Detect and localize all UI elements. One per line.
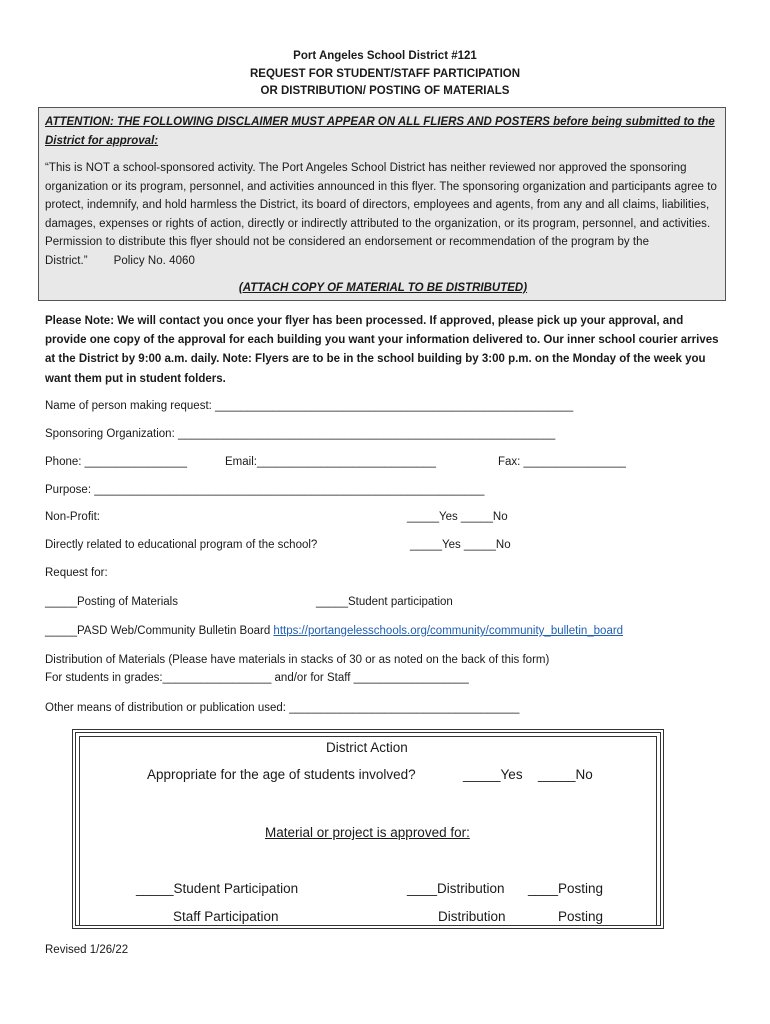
approve-student-participation[interactable]: _____Student Participation — [136, 881, 299, 896]
form-subtitle: OR DISTRIBUTION/ POSTING OF MATERIALS — [260, 85, 510, 97]
district-action-box — [72, 729, 664, 929]
staff-posting-label: Posting — [558, 909, 604, 924]
age-yes-option[interactable]: _____Yes — [463, 767, 523, 782]
educational-options[interactable]: _____Yes _____No — [410, 539, 511, 551]
staff-distribution-label: Distribution — [438, 909, 506, 924]
bulletin-board-link[interactable]: https://portangelesschools.org/community/community_bulletin_board — [273, 625, 624, 637]
nonprofit-label: Non-Profit: — [45, 511, 100, 523]
approve-distribution[interactable]: ____Distribution — [407, 881, 505, 896]
disclaimer-text — [45, 159, 721, 271]
request-for-label: Request for: — [45, 567, 108, 579]
grades-staff-field[interactable]: For students in grades:_________________ and/or for Staff __________________ — [45, 672, 469, 684]
age-no-option[interactable]: _____No — [538, 767, 593, 782]
fax-field[interactable]: Fax: ________________ — [498, 456, 626, 468]
approve-posting[interactable]: ____Posting — [528, 881, 604, 896]
pasd-bulletin-option[interactable] — [45, 625, 623, 637]
district-title: Port Angeles School District #121 — [293, 50, 477, 62]
email-field[interactable]: Email:____________________________ — [225, 456, 437, 468]
staff-participation-label: Staff Participation — [173, 909, 279, 924]
revised-date: Revised 1/26/22 — [45, 944, 129, 956]
disclaimer-quote: “This is NOT a school-sponsored activity. The Port Angeles School District has neither reviewed nor approved the sponsoring organization or its program, personnel, and activities announced in this flyer. The sponsoring organization and participants agree to protect, indemnify, and hold harmless the District, its board of directors, employees and agents, from any and all claims, liabilities, damages, expenses or rights of action, directly or indirectly attributed to the organization, or its program, personnel, and activities. Permission to distribute this flyer should not be considered an endorsement or recommendation of the program by the District.” — [45, 162, 717, 267]
please-note: Please Note: We will contact you once your flyer has been processed. If approved, please pick up your approval, and provide one copy of the approval for each building you want your information delivered to. Our inner school courier arrives at the District by 9:00 a.m. daily. Note: Flyers are to be in the school building by 3:00 p.m. on the Monday of the week you want them put in student folders. — [45, 315, 719, 385]
purpose-field[interactable]: Purpose: _____________________________________________________________ — [45, 484, 485, 496]
disclaimer-box — [38, 107, 726, 301]
approved-for-heading: Material or project is approved for: — [265, 825, 470, 840]
other-means-field[interactable]: Other means of distribution or publication used: ____________________________________ — [45, 702, 520, 714]
phone-field[interactable]: Phone: ________________ — [45, 456, 187, 468]
nonprofit-options[interactable]: _____Yes _____No — [407, 511, 508, 523]
student-participation-option[interactable]: _____Student participation — [316, 596, 453, 608]
age-question: Appropriate for the age of students involved? — [147, 767, 416, 782]
attention-heading: ATTENTION: THE FOLLOWING DISCLAIMER MUST APPEAR ON ALL FLIERS AND POSTERS before being submitted to the District for approval: — [45, 116, 715, 147]
educational-label: Directly related to educational program of the school? — [45, 539, 318, 551]
sponsoring-organization-field[interactable]: Sponsoring Organization: ___________________________________________________________ — [45, 428, 556, 440]
requester-name-field[interactable]: Name of person making request: ________________________________________________________ — [45, 400, 574, 412]
district-action-title: District Action — [326, 740, 408, 755]
policy-number: Policy No. 4060 — [113, 254, 195, 267]
attach-note: (ATTACH COPY OF MATERIAL TO BE DISTRIBUTED) — [238, 282, 528, 294]
posting-materials-option[interactable]: _____Posting of Materials — [45, 596, 178, 608]
pasd-label: _____PASD Web/Community Bulletin Board — [45, 625, 274, 637]
form-title: REQUEST FOR STUDENT/STAFF PARTICIPATION — [249, 68, 521, 80]
distribution-label: Distribution of Materials (Please have materials in stacks of 30 or as noted on the back of this form) — [45, 654, 550, 666]
